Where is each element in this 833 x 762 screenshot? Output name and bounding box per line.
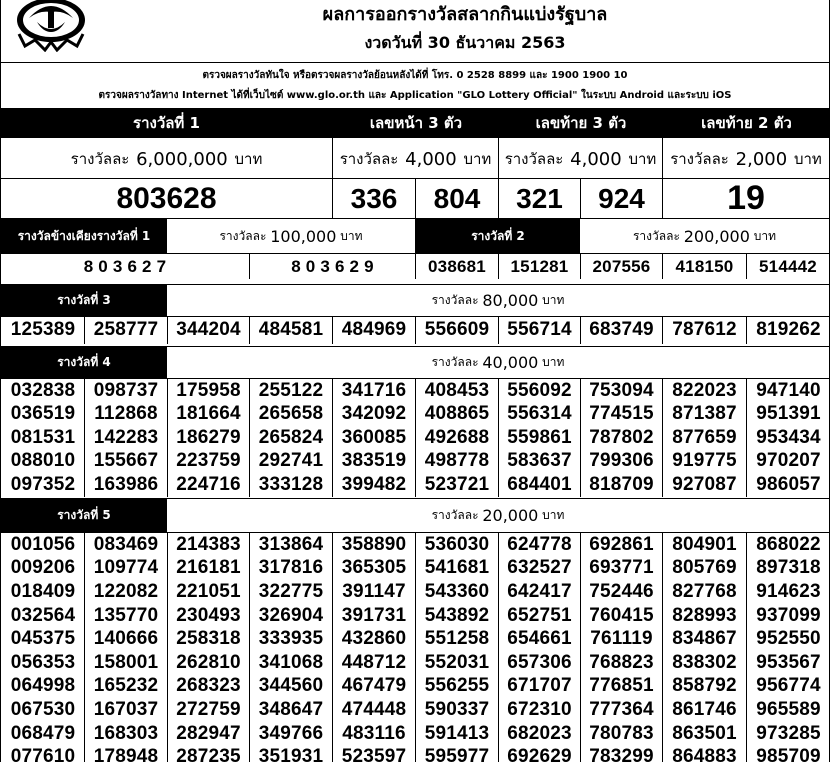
third-prize-number: 258777: [93, 319, 159, 340]
second-prize-amount: รางวัลละ 200,000 บาท: [632, 226, 777, 246]
third-prize-number: 787612: [672, 319, 737, 340]
fifth-prize-number: 135770: [93, 604, 159, 626]
fifth-prize-number: 552031: [424, 651, 490, 673]
fourth-prize-number: 088010: [10, 450, 76, 472]
fifth-prize-number: 624778: [507, 533, 572, 555]
fourth-prize-number: 523721: [424, 473, 490, 495]
fifth-prize-number: 965589: [756, 698, 821, 720]
fourth-prize-number: 399482: [341, 473, 407, 495]
fifth-prize-number: 344560: [258, 675, 324, 697]
fifth-prize-number: 671707: [507, 675, 572, 697]
fourth-prize-number: 333128: [258, 473, 324, 495]
fifth-prize-number: 556255: [424, 675, 490, 697]
fourth-prize-number: 583637: [507, 450, 572, 472]
fifth-prize-number: 783299: [589, 746, 654, 762]
fourth-prize-number: 684401: [507, 473, 572, 495]
last3-amount: รางวัลละ 4,000 บาท: [504, 148, 657, 170]
fourth-prize-number: 492688: [424, 426, 490, 448]
draw-date: งวดวันที่ 30 ธันวาคม 2563: [364, 32, 566, 52]
front3-title: เลขหน้า 3 ตัว: [334, 108, 498, 138]
fourth-prize-title: รางวัลที่ 4: [1, 347, 167, 378]
fifth-prize-number: 045375: [10, 628, 76, 650]
fifth-prize-number: 536030: [424, 533, 490, 555]
fourth-prize-number: 097352: [10, 473, 76, 495]
first-prize-amount: รางวัลละ 6,000,000 บาท: [70, 148, 263, 170]
third-prize-number: 819262: [756, 319, 821, 340]
fourth-prize-number: 383519: [341, 450, 407, 472]
fourth-prize-grid: [1, 379, 829, 497]
first-prize-number: 803628: [116, 181, 217, 215]
fifth-prize-number: 333935: [258, 628, 324, 650]
second-prize-number: 038681: [428, 256, 486, 276]
fifth-prize-number: 326904: [258, 604, 324, 626]
fifth-prize-number: 541681: [424, 557, 490, 579]
fifth-prize-number: 642417: [507, 580, 572, 602]
fifth-prize-number: 654661: [507, 628, 572, 650]
fourth-prize-number: 155667: [93, 450, 159, 472]
fifth-prize-number: 590337: [424, 698, 490, 720]
fifth-prize-number: 761119: [590, 628, 653, 650]
third-prize-number: 125389: [10, 319, 76, 340]
fifth-prize-number: 760415: [589, 604, 654, 626]
fifth-prize-number: 258318: [176, 628, 241, 650]
third-prize-amount: รางวัลละ 80,000 บาท: [431, 291, 565, 310]
fifth-prize-number: 351931: [258, 746, 324, 762]
fifth-prize-number: 313864: [258, 533, 324, 555]
fourth-prize-number: 255122: [258, 379, 324, 401]
fifth-prize-number: 214383: [176, 533, 241, 555]
fifth-prize-number: 009206: [10, 557, 76, 579]
last3-number-2: 924: [598, 182, 645, 214]
fifth-prize-number: 858792: [672, 675, 737, 697]
fifth-prize-number: 365305: [341, 557, 407, 579]
fifth-prize-number: 973285: [756, 722, 821, 744]
fifth-prize-number: 272759: [176, 698, 241, 720]
fifth-prize-number: 221051: [176, 580, 241, 602]
second-prize-number: 418150: [675, 256, 734, 276]
fourth-prize-number: 947140: [756, 379, 821, 401]
fifth-prize-number: 348647: [258, 698, 324, 720]
fourth-prize-number: 556314: [507, 403, 572, 425]
fourth-prize-number: 224716: [176, 473, 241, 495]
fifth-prize-amount: รางวัลละ 20,000 บาท: [431, 506, 565, 525]
fourth-prize-number: 871387: [672, 403, 737, 425]
fifth-prize-number: 391147: [342, 580, 406, 602]
fourth-prize-number: 175958: [176, 379, 241, 401]
fifth-prize-number: 672310: [507, 698, 572, 720]
fifth-prize-number: 158001: [93, 651, 159, 673]
fifth-prize-number: 834867: [672, 628, 737, 650]
fourth-prize-number: 223759: [176, 450, 241, 472]
fifth-prize-number: 864883: [672, 746, 737, 762]
fifth-prize-number: 897318: [756, 557, 821, 579]
fifth-prize-number: 805769: [672, 557, 737, 579]
fourth-prize-number: 556092: [507, 379, 572, 401]
near-first-number-1: 8 0 3 6 2 7: [83, 256, 167, 276]
page-title: ผลการออกรางวัลสลากกินแบ่งรัฐบาล: [322, 3, 608, 25]
second-prize-title: รางวัลที่ 2: [416, 219, 580, 253]
fifth-prize-number: 067530: [10, 698, 76, 720]
fifth-prize-number: 448712: [341, 651, 407, 673]
third-prize-number: 683749: [589, 319, 654, 340]
fifth-prize-number: 591413: [424, 722, 490, 744]
fourth-prize-number: 408453: [424, 379, 490, 401]
fourth-prize-number: 292741: [258, 450, 324, 472]
fifth-prize-number: 828993: [672, 604, 737, 626]
fifth-prize-number: 083469: [93, 533, 159, 555]
fifth-prize-number: 168303: [93, 722, 159, 744]
fifth-prize-number: 985709: [756, 746, 821, 762]
fifth-prize-number: 693771: [589, 557, 654, 579]
fifth-prize-title: รางวัลที่ 5: [1, 499, 167, 532]
fifth-prize-number: 282947: [176, 722, 241, 744]
fifth-prize-number: 692861: [589, 533, 654, 555]
fourth-prize-number: 265824: [258, 426, 324, 448]
fifth-prize-number: 937099: [756, 604, 821, 626]
fifth-prize-number: 122082: [93, 580, 159, 602]
second-prize-number: 514442: [759, 256, 817, 276]
fifth-prize-number: 358890: [341, 533, 407, 555]
fifth-prize-number: 391731: [341, 604, 407, 626]
last2-title: เลขท้าย 2 ตัว: [664, 108, 829, 138]
fourth-prize-number: 774515: [589, 403, 654, 425]
fifth-prize-number: 543892: [424, 604, 490, 626]
fifth-prize-number: 657306: [507, 651, 572, 673]
last3-title: เลขท้าย 3 ตัว: [500, 108, 662, 138]
info-line-web: ตรวจผลรางวัลทาง Internet ได้ที่เว็บไซต์ www.glo.or.th และ Application "GLO Lottery Official" ในระบบ Android และระบบ iOS: [98, 90, 732, 101]
third-prize-number: 484581: [258, 319, 324, 340]
fifth-prize-number: 956774: [756, 675, 821, 697]
fourth-prize-amount: รางวัลละ 40,000 บาท: [431, 353, 565, 372]
front3-number-1: 336: [350, 182, 398, 214]
fifth-prize-number: 551258: [424, 628, 490, 650]
fifth-prize-number: 341068: [258, 651, 324, 673]
fourth-prize-number: 986057: [756, 473, 821, 495]
third-prize-number: 556609: [424, 319, 490, 340]
fourth-prize-number: 927087: [672, 473, 737, 495]
fourth-prize-number: 787802: [589, 426, 654, 448]
fifth-prize-number: 474448: [341, 698, 407, 720]
fifth-prize-number: 523597: [341, 746, 407, 762]
last2-amount: รางวัลละ 2,000 บาท: [670, 148, 822, 170]
fifth-prize-number: 776851: [589, 675, 654, 697]
fifth-prize-number: 868022: [756, 533, 821, 555]
second-prize-number: 151281: [510, 256, 569, 276]
fourth-prize-number: 753094: [589, 379, 654, 401]
first-prize-title: รางวัลที่ 1: [1, 108, 332, 138]
fourth-prize-number: 265658: [258, 403, 324, 425]
near-first-number-2: 8 0 3 6 2 9: [291, 256, 374, 276]
fifth-prize-number: 068479: [10, 722, 76, 744]
fifth-prize-number: 077610: [10, 746, 76, 762]
fifth-prize-number: 322775: [258, 580, 324, 602]
fifth-prize-number: 056353: [10, 651, 76, 673]
fifth-prize-number: 109774: [93, 557, 159, 579]
fourth-prize-number: 342092: [341, 403, 407, 425]
fourth-prize-number: 181664: [176, 403, 241, 425]
fifth-prize-number: 001056: [10, 533, 76, 555]
third-prize-number: 484969: [341, 319, 407, 340]
fifth-prize-number: 863501: [672, 722, 737, 744]
fifth-prize-grid: [1, 533, 829, 762]
fifth-prize-number: 804901: [672, 533, 737, 555]
fifth-prize-number: 827768: [672, 580, 737, 602]
fifth-prize-number: 692629: [507, 746, 572, 762]
fifth-prize-number: 064998: [10, 675, 76, 697]
fourth-prize-number: 360085: [341, 426, 407, 448]
third-prize-number: 344204: [176, 319, 241, 340]
fifth-prize-number: 216181: [176, 557, 241, 579]
fourth-prize-number: 559861: [507, 426, 572, 448]
fifth-prize-number: 230493: [176, 604, 241, 626]
fifth-prize-number: 317816: [258, 557, 324, 579]
near-first-title: รางวัลข้างเคียงรางวัลที่ 1: [1, 219, 167, 253]
third-prize-title: รางวัลที่ 3: [1, 285, 167, 316]
fifth-prize-number: 777364: [589, 698, 654, 720]
fifth-prize-number: 349766: [258, 722, 324, 744]
garuda-emblem-icon: [15, 0, 87, 52]
fourth-prize-number: 408865: [424, 403, 490, 425]
fifth-prize-number: 140666: [93, 628, 159, 650]
fourth-prize-number: 799306: [589, 450, 654, 472]
fourth-prize-number: 112868: [94, 403, 158, 425]
fourth-prize-number: 098737: [93, 379, 159, 401]
fifth-prize-number: 287235: [176, 746, 241, 762]
fifth-prize-number: 632527: [507, 557, 572, 579]
fourth-prize-number: 877659: [672, 426, 737, 448]
fourth-prize-number: 142283: [93, 426, 159, 448]
fifth-prize-number: 682023: [507, 722, 572, 744]
fifth-prize-number: 752446: [589, 580, 654, 602]
fifth-prize-number: 861746: [672, 698, 737, 720]
fifth-prize-number: 838302: [672, 651, 737, 673]
fourth-prize-number: 341716: [341, 379, 407, 401]
fourth-prize-number: 951391: [756, 403, 821, 425]
fifth-prize-number: 652751: [507, 604, 572, 626]
fifth-prize-number: 165232: [93, 675, 159, 697]
fourth-prize-number: 032838: [10, 379, 76, 401]
second-prize-number: 207556: [592, 256, 651, 276]
front3-number-2: 804: [433, 182, 481, 214]
fifth-prize-number: 543360: [424, 580, 490, 602]
fifth-prize-number: 953567: [756, 651, 821, 673]
fifth-prize-number: 262810: [176, 651, 241, 673]
near-first-amount: รางวัลละ 100,000 บาท: [219, 226, 363, 246]
fourth-prize-number: 498778: [424, 450, 490, 472]
fourth-prize-number: 036519: [10, 403, 76, 425]
fifth-prize-number: 268323: [176, 675, 241, 697]
fourth-prize-number: 970207: [756, 450, 821, 472]
fourth-prize-number: 919775: [672, 450, 737, 472]
fourth-prize-number: 186279: [176, 426, 241, 448]
fifth-prize-number: 467479: [341, 675, 407, 697]
front3-amount: รางวัลละ 4,000 บาท: [339, 148, 492, 170]
fifth-prize-number: 432860: [341, 628, 407, 650]
fourth-prize-number: 822023: [672, 379, 737, 401]
fourth-prize-number: 818709: [589, 473, 654, 495]
fifth-prize-number: 032564: [10, 604, 76, 626]
fourth-prize-number: 081531: [10, 426, 76, 448]
fifth-prize-number: 780783: [589, 722, 654, 744]
last3-number-1: 321: [516, 182, 563, 214]
info-line-phone: ตรวจผลรางวัลทันใจ หรือตรวจผลรางวัลย้อนหลังได้ที่ โทร. 0 2528 8899 และ 1900 1900 10: [202, 70, 628, 81]
fourth-prize-number: 163986: [93, 473, 159, 495]
third-prize-grid: [1, 317, 829, 344]
fifth-prize-number: 595977: [424, 746, 490, 762]
fifth-prize-number: 914623: [756, 580, 821, 602]
third-prize-number: 556714: [507, 319, 572, 340]
fifth-prize-number: 483116: [342, 722, 406, 744]
fifth-prize-number: 952550: [756, 628, 821, 650]
fifth-prize-number: 768823: [589, 651, 654, 673]
fifth-prize-number: 167037: [93, 698, 159, 720]
last2-number: 19: [727, 179, 765, 217]
fourth-prize-number: 953434: [756, 426, 821, 448]
fifth-prize-number: 018409: [10, 580, 76, 602]
fifth-prize-number: 178948: [93, 746, 159, 762]
